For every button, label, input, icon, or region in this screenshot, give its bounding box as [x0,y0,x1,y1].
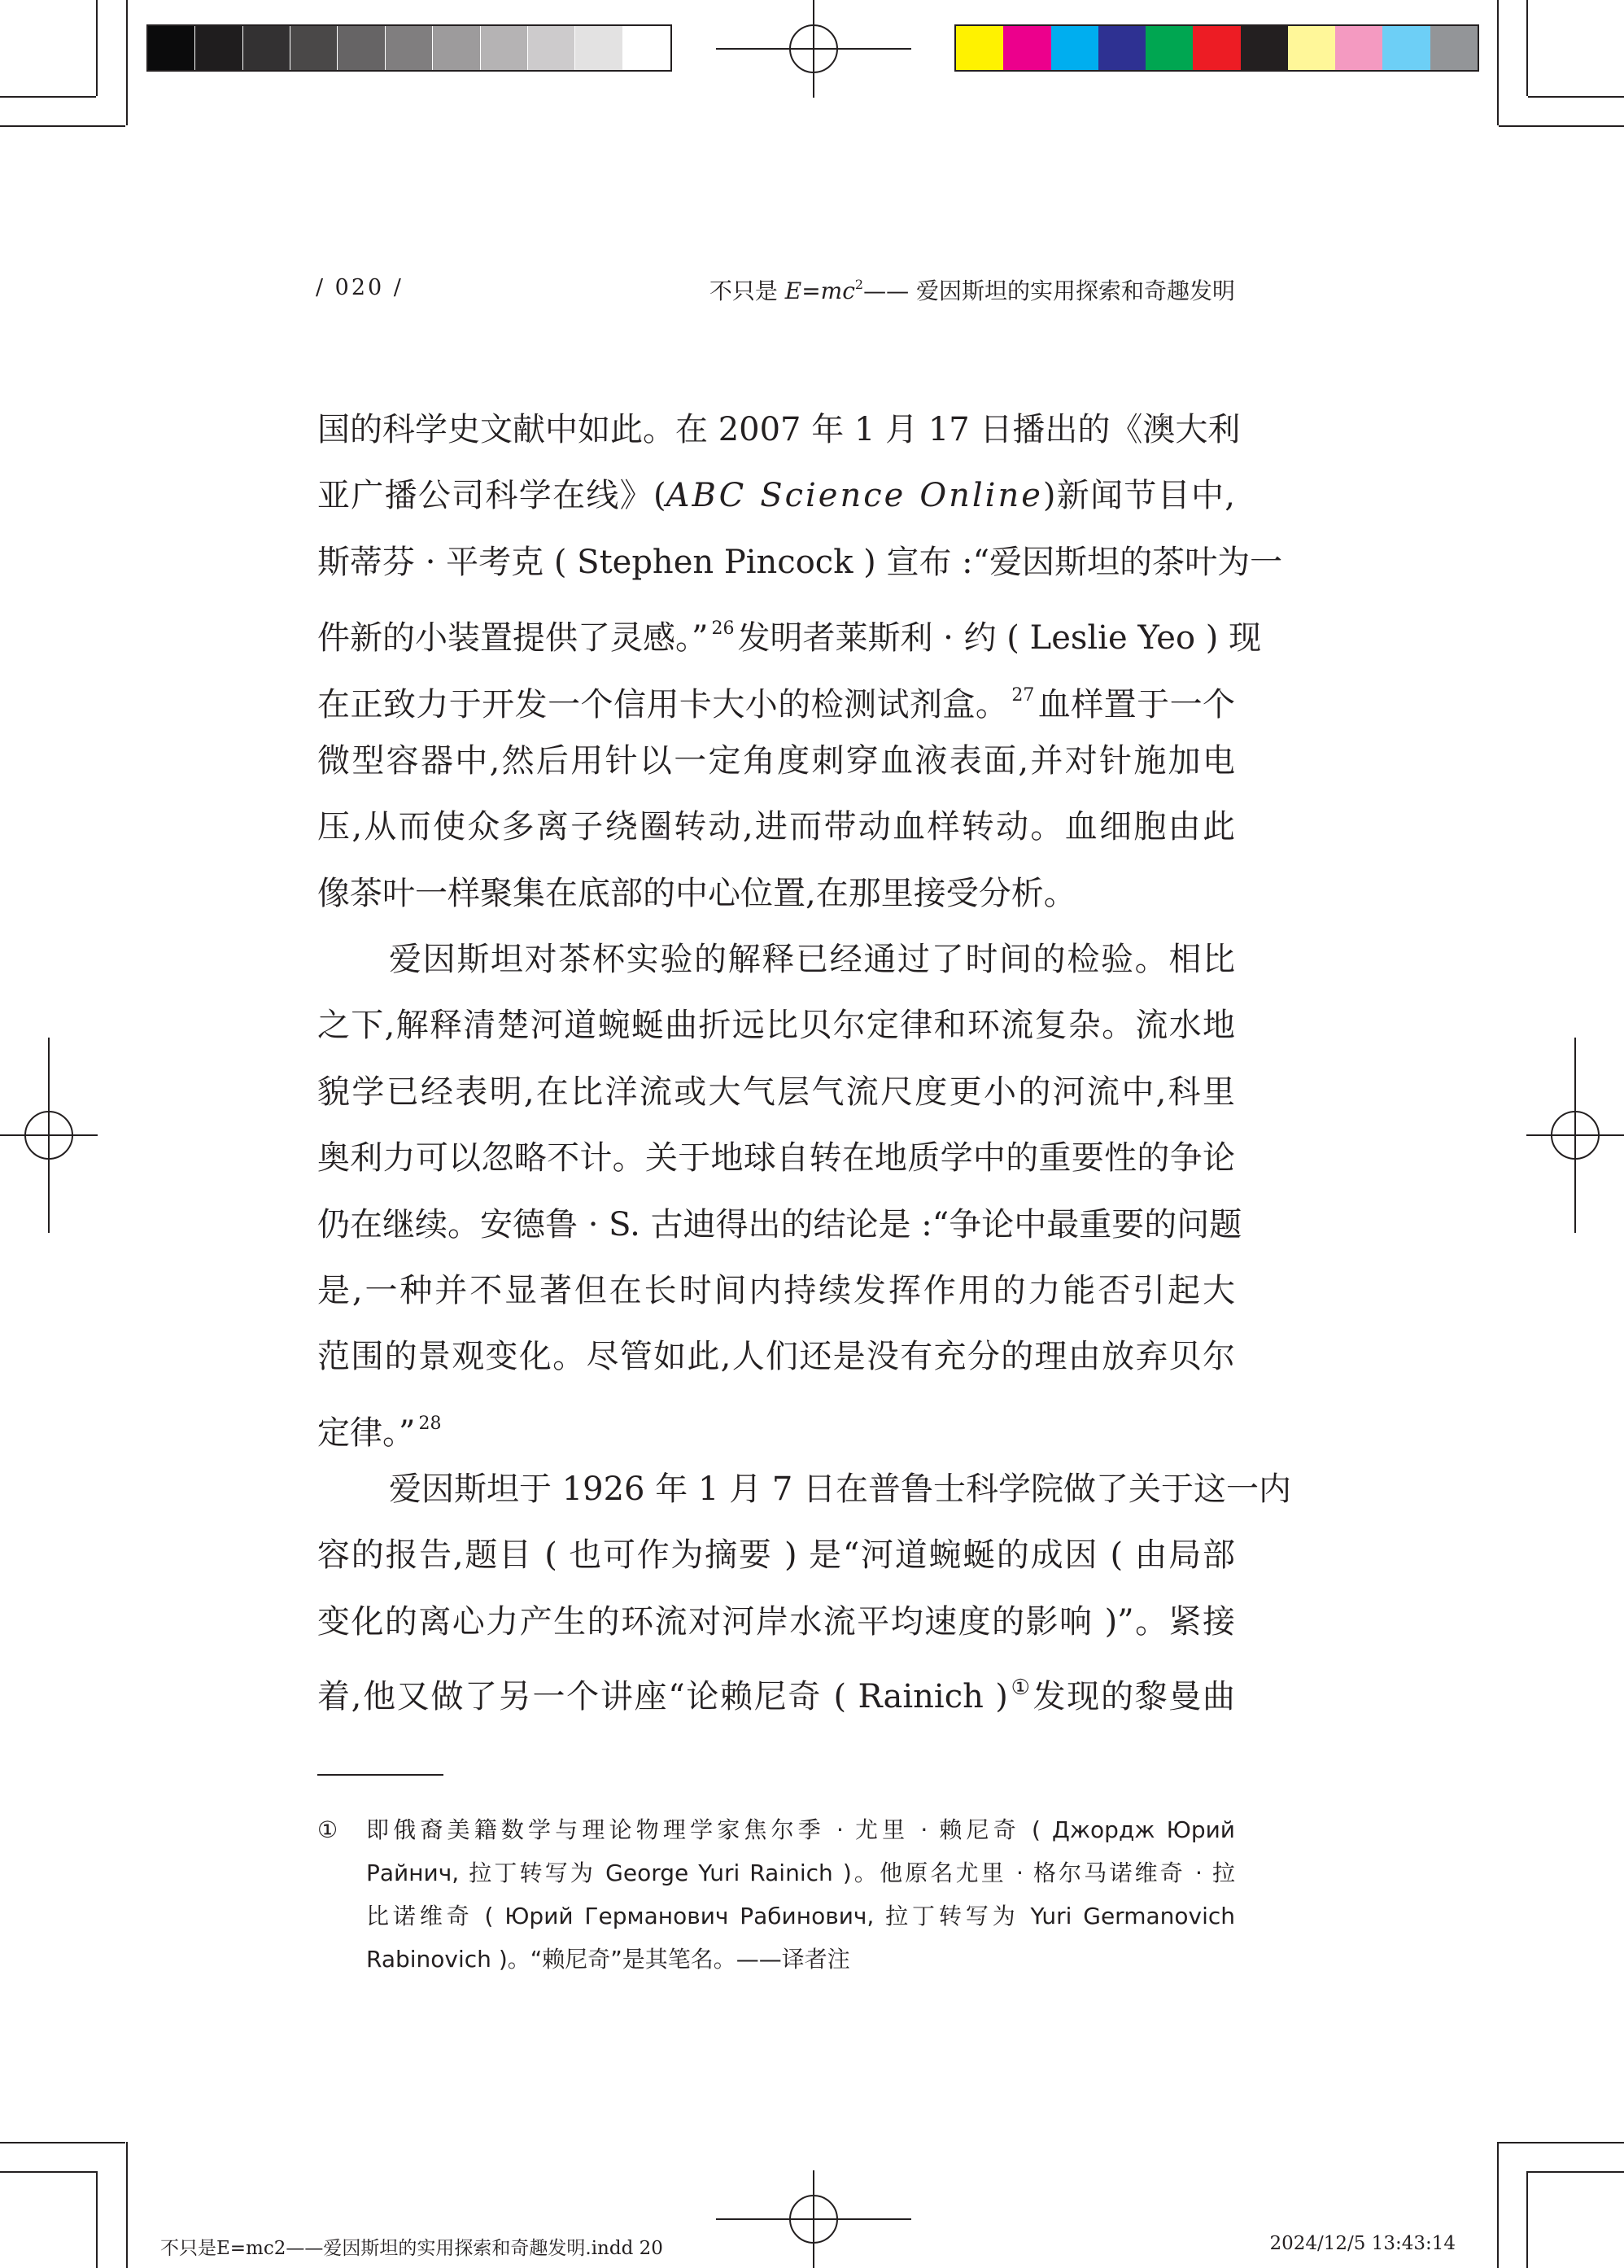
color-swatch [1003,26,1050,70]
color-swatch [1382,26,1430,70]
color-calibration-bar [954,24,1479,72]
registration-mark-left [0,1038,98,1233]
gray-swatch [528,26,575,70]
footnote-line: Райнич, 拉丁转写为 George Yuri Rainich )。他原名尤里 · 格尔马诺维奇 · 拉 [366,1859,1235,1886]
page-number: / 020 / [316,275,404,300]
endnote-ref: 26 [711,618,735,640]
gray-swatch [195,26,242,70]
text-span: 在正致力于开发一个信用卡大小的检测试剂盒。 [317,685,1009,723]
running-title-superscript: 2 [854,277,864,292]
color-swatch [1288,26,1335,70]
text-line [317,1391,1235,1457]
running-title-formula: E=mc [784,277,855,304]
gray-calibration-bar [146,24,672,72]
paragraph-2 [317,927,1242,1457]
text-line [317,596,1262,662]
gray-swatch [481,26,528,70]
color-swatch [1193,26,1240,70]
text-line: 变化的离心力产生的环流对河岸水流平均速度的影响 )”。紧接 [317,1602,1235,1641]
gray-swatch [148,26,195,70]
text-line: 之下,解释清楚河道蜿蜒曲折远比贝尔定律和环流复杂。流水地 [317,1007,1235,1045]
color-swatch [1335,26,1382,70]
text-line: 容的报告,题目 ( 也可作为摘要 ) 是“河道蜿蜒的成因 ( 由局部 [317,1536,1235,1575]
endnote-ref: 27 [1011,684,1035,706]
footnote-marker: ① [317,1816,338,1843]
slug-filename: 不只是E=mc2——爱因斯坦的实用探索和奇趣发明.indd 20 [160,2238,663,2259]
gray-swatch [386,26,433,70]
color-swatch [1241,26,1288,70]
text-span: )新闻节目中, [1042,477,1235,515]
program-title: ABC Science Online [666,477,1043,515]
text-span: 定律。” [317,1414,416,1452]
footnote-line: 即俄裔美籍数学与理论物理学家焦尔季 · 尤里 · 赖尼奇 ( Джордж Юрий [366,1816,1235,1843]
footnote [317,1808,1235,1981]
text-span: 件新的小装置提供了灵感。” [317,619,709,658]
text-span: 着,他又做了另一个讲座“论赖尼奇 ( Rainich ) [317,1678,1008,1716]
text-span: 血样置于一个 [1037,685,1236,723]
footnote-line: 比诺维奇 ( Юрий Германович Рабинович, 拉丁转写为 Yuri Germanovich [366,1903,1235,1929]
text-line: 爱因斯坦于 1926 年 1 月 7 日在普鲁士科学院做了关于这一内 [389,1470,1291,1508]
gray-swatch [290,26,338,70]
color-swatch [1146,26,1193,70]
paragraph-3 [317,1457,1291,1722]
color-swatch [1051,26,1098,70]
text-line [317,463,1235,529]
text-line: 貌学已经表明,在比洋流或大气层气流尺度更小的河流中,科里 [317,1073,1235,1111]
text-span: 亚广播公司科学在线》( [317,477,666,515]
registration-mark-right [1526,1038,1624,1233]
text-line: 压,从而使众多离子绕圈转动,进而带动血样转动。血细胞由此 [317,808,1235,846]
text-line: 奥利力可以忽略不计。关于地球自转在地质学中的重要性的争论 [317,1139,1235,1178]
gray-swatch [623,26,670,70]
text-line: 国的科学史文献中如此。在 2007 年 1 月 17 日播出的《澳大利 [317,411,1241,448]
text-line [317,662,1235,728]
gray-swatch [243,26,290,70]
text-span: 发现的黎曼曲 [1032,1678,1236,1716]
gray-swatch [338,26,385,70]
text-line: 斯蒂芬 · 平考克 ( Stephen Pincock ) 宣布 :“爱因斯坦的茶叶为一 [317,543,1283,581]
footnote-rule [317,1774,443,1776]
text-line: 微型容器中,然后用针以一定角度刺穿血液表面,并对针施加电 [317,741,1235,780]
text-line: 范围的景观变化。尽管如此,人们还是没有充分的理由放弃贝尔 [317,1338,1235,1376]
color-swatch [1098,26,1146,70]
color-swatch [1430,26,1478,70]
endnote-ref: 28 [418,1413,442,1434]
gray-swatch [575,26,622,70]
running-title [709,273,1235,306]
text-span: 发明者莱斯利 · 约 ( Leslie Yeo ) 现 [737,619,1262,658]
slug-timestamp: 2024/12/5 13:43:14 [1269,2233,1456,2254]
text-line: 爱因斯坦对茶杯实验的解释已经通过了时间的检验。相比 [389,941,1235,978]
paragraph-1 [317,397,1283,927]
text-line [317,1655,1235,1721]
text-line: 是,一种并不显著但在长时间内持续发挥作用的力能否引起大 [317,1271,1235,1309]
color-swatch [956,26,1003,70]
registration-mark-top [716,0,911,98]
text-line: 仍在继续。安德鲁 · S. 古迪得出的结论是 :“争论中最重要的问题 [317,1205,1242,1243]
gray-swatch [433,26,480,70]
footnote-line: Rabinovich )。“赖尼奇”是其笔名。——译者注 [366,1946,850,1973]
running-title-suffix: —— 爱因斯坦的实用探索和奇趣发明 [863,277,1235,304]
running-title-prefix: 不只是 [709,277,785,304]
registration-mark-bottom [716,2170,911,2268]
text-line: 像茶叶一样聚集在底部的中心位置,在那里接受分析。 [317,874,1076,912]
footnote-ref: ① [1009,1676,1032,1701]
